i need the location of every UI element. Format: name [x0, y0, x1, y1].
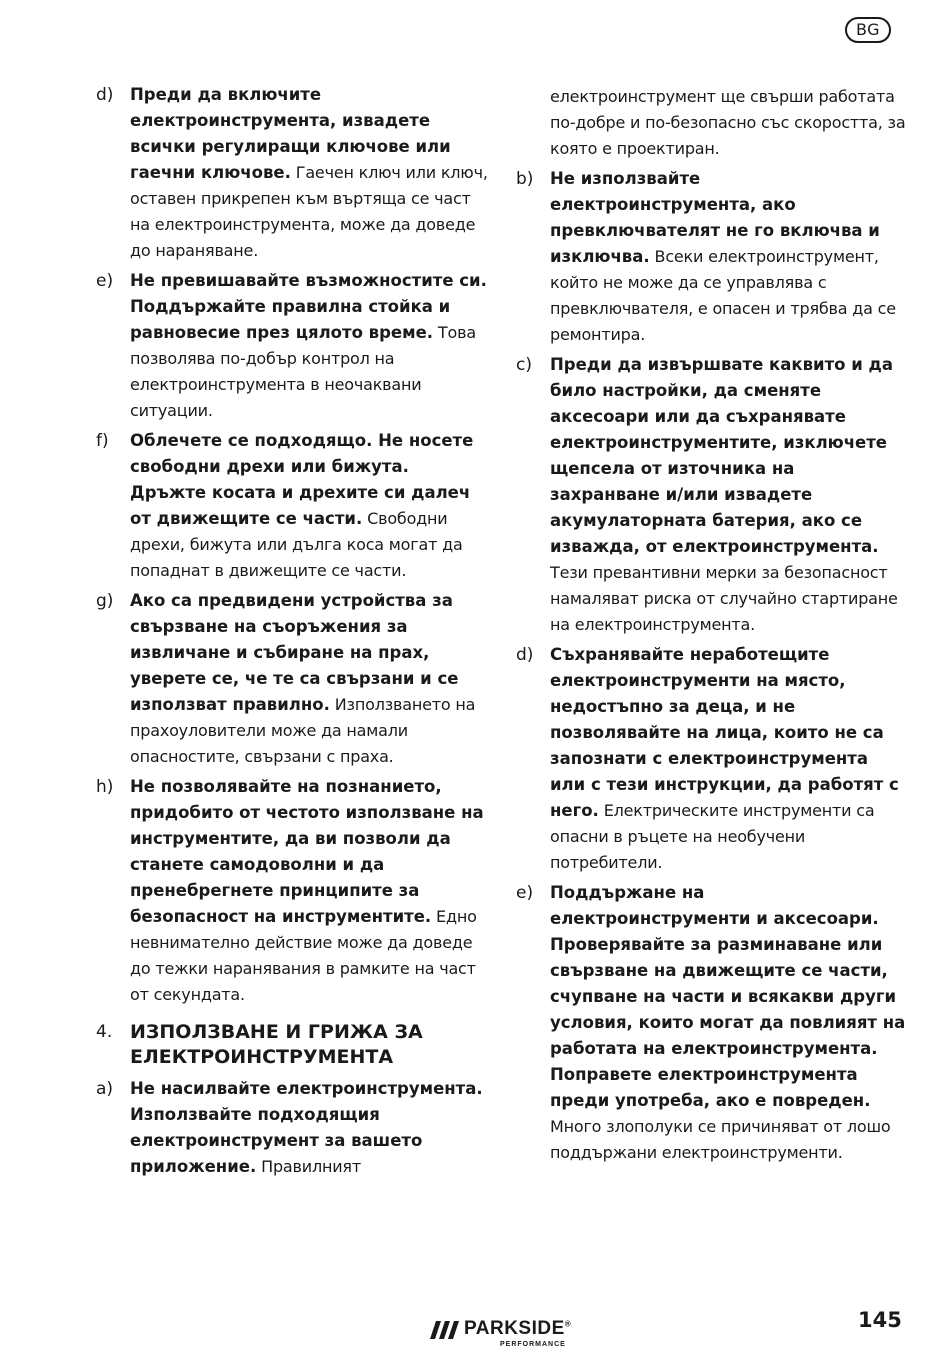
continuation-text: електроинструмент ще свърши работата по-добре и по-безопасно със скоростта, за която е проектиран. [550, 87, 906, 158]
left-column [96, 82, 488, 1184]
item-plain-text: Свободни дрехи, бижута или дълга коса могат да попаднат в движещите се части. [130, 509, 463, 580]
list-item-e-right [516, 880, 908, 1166]
brand-slashes-icon [430, 1321, 460, 1339]
item-bold-text: Не насилвайте електроинструмента. Използвайте подходящия електроинструмент за вашето приложение. [130, 1079, 483, 1176]
list-marker: d) [96, 85, 114, 105]
list-marker: b) [516, 169, 534, 189]
list-item-d-right [516, 642, 908, 876]
item-plain-text: Правилният [256, 1157, 361, 1176]
list-item-d [96, 82, 488, 264]
brand-subtitle: PERFORMANCE [500, 1341, 566, 1348]
item-bold-text: Ако са предвидени устройства за свързване на съоръжения за извличане и събиране на прах, уверете се, че те са свързани и се използват правилно. [130, 591, 459, 714]
item-bold-text: Преди да извършвате каквито и да било настройки, да сменяте аксесоари или да съхранявате електроинструментите, изключете щепсела от източника на захранване и/или извадете акумулаторната батерия, ако се изважда, от електроинструмента. [550, 355, 893, 556]
item-plain-text: Едно невнимателно действие може да доведе до тежки наранявания в рамките на част от секундата. [130, 907, 477, 1004]
item-bold-text: Преди да включите електроинструмента, извадете всички регулиращи ключове или гаечни ключове. [130, 85, 451, 182]
list-marker: g) [96, 591, 114, 611]
item-plain-text: Тези превантивни мерки за безопасност намаляват риска от случайно стартиране на електроинструмента. [550, 563, 898, 634]
item-bold-text: Не позволявайте на познанието, придобито от честото използване на инструментите, да ви позволи да станете самодоволни и да пренебрегнете принципите за безопасност на инструментите. [130, 777, 484, 926]
list-item-c [516, 352, 908, 638]
list-marker: e) [516, 883, 534, 903]
section-heading [96, 1020, 488, 1070]
brand-word: PARKSIDE [464, 1318, 565, 1339]
list-marker: f) [96, 431, 109, 451]
item-bold-text: Съхранявайте неработещите електроинструменти на място, недостъпно за деца, и не позволявайте на лица, които не са запознати с електроинструмента или с тези инструкции, да работят с него. [550, 645, 899, 820]
list-item-f [96, 428, 488, 584]
list-item-b [516, 166, 908, 348]
item-plain-text: Много злополуки се причиняват от лошо поддържани електроинструменти. [550, 1117, 891, 1162]
item-plain-text: Използването на прахоуловители може да намали опасностите, свързани с праха. [130, 695, 476, 766]
list-item-g [96, 588, 488, 770]
item-plain-text: Това позволява по-добър контрол на електроинструмента в неочаквани ситуации. [130, 323, 476, 420]
list-item-a [96, 1076, 488, 1180]
section-title: ИЗПОЛЗВАНЕ И ГРИЖА ЗА ЕЛЕКТРОИНСТРУМЕНТА [130, 1021, 423, 1068]
list-marker: h) [96, 777, 114, 797]
item-plain-text: Електрическите инструменти са опасни в ръцете на необучени потребители. [550, 801, 875, 872]
brand-logo [430, 1318, 590, 1354]
list-marker: e) [96, 271, 114, 291]
section-number: 4. [96, 1022, 113, 1042]
list-item-h [96, 774, 488, 1008]
item-bold-text: Не превишавайте възможностите си. Поддържайте правилна стойка и равновесие през цялото време. [130, 271, 487, 342]
item-bold-text: Поддържане на електроинструменти и аксесоари. Проверявайте за разминаване или свързване на движещите се части, счупване на части и всякакви други условия, които могат да повлияят на работата на електроинструмента. Поправете електроинструмента преди употреба, ако е повреден. [550, 883, 906, 1110]
language-badge: BG [845, 17, 891, 43]
item-plain-text: Всеки електроинструмент, който не може да се управлява с превключвателя, е опасен и трябва да се ремонтира. [550, 247, 896, 344]
right-column [516, 84, 908, 1170]
list-marker: a) [96, 1079, 114, 1099]
item-plain-text: Гаечен ключ или ключ, оставен прикрепен към въртяща се част на електроинструмента, може да доведе до нараняване. [130, 163, 488, 260]
list-item-e [96, 268, 488, 424]
list-marker: c) [516, 355, 532, 375]
brand-name [464, 1318, 571, 1340]
brand-registered-mark: ® [564, 1319, 572, 1329]
item-bold-text: Облечете се подходящо. Не носете свободни дрехи или бижута. Дръжте косата и дрехите си далеч от движещите се части. [130, 431, 474, 528]
list-marker: d) [516, 645, 534, 665]
item-bold-text: Не използвайте електроинструмента, ако превключвателят не го включва и изключва. [550, 169, 880, 266]
page-number: 145 [858, 1308, 902, 1332]
